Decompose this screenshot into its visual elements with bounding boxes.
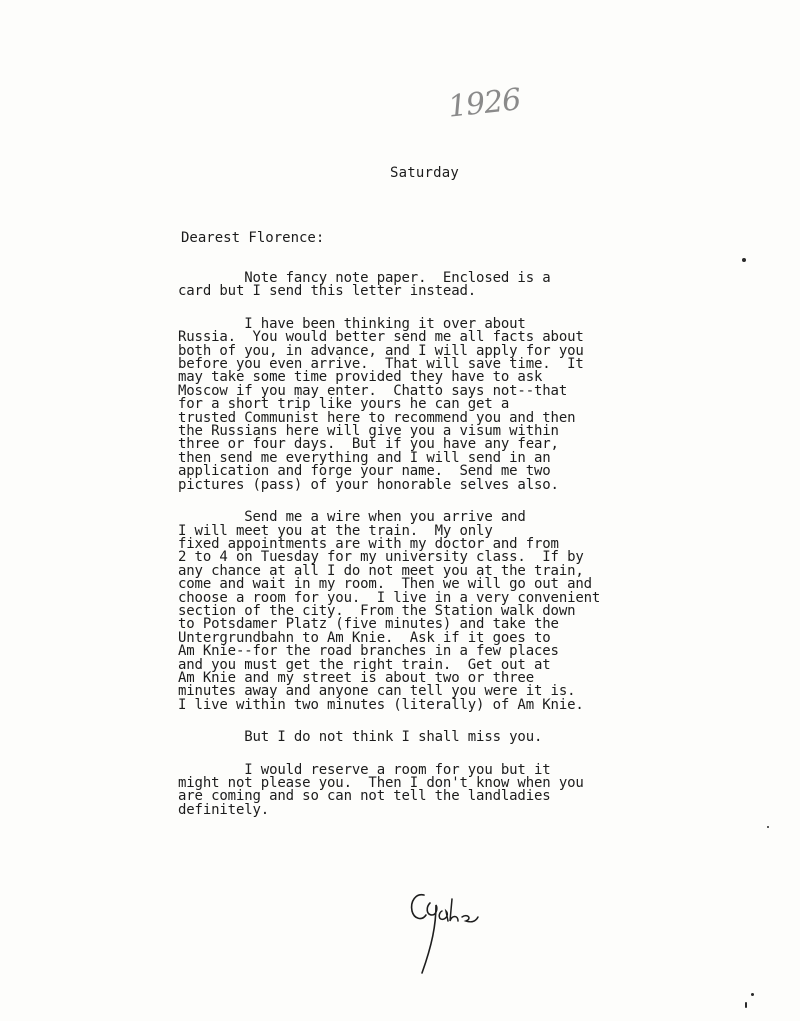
text-line: fixed appointments are with my doctor and from (178, 535, 559, 552)
salutation: Dearest Florence: (181, 230, 325, 246)
paper-speck (751, 993, 754, 996)
text-line: Moscow if you may enter. Chatto says not--that (178, 382, 568, 399)
text-line: and you must get the right train. Get out at (178, 656, 551, 673)
paper-speck (745, 1002, 747, 1008)
text-line: section of the city. From the Station walk down (178, 602, 576, 619)
text-line: choose a room for you. I live in a very convenient (178, 589, 601, 606)
text-line: minutes away and anyone can tell you were it is. (178, 683, 576, 700)
paragraph-1 (178, 272, 658, 299)
text-line: to Potsdamer Platz (five minutes) and take the (178, 616, 559, 633)
text-line: the Russians here will give you a visum within (178, 423, 559, 440)
text-line: I have been thinking it over about (178, 315, 526, 332)
text-line: Note fancy note paper. Enclosed is a (178, 270, 551, 286)
paragraph-4 (178, 731, 658, 744)
letter-body (178, 272, 658, 833)
paragraph-2 (178, 315, 658, 493)
paragraph-5 (178, 761, 658, 818)
text-line: both of you, in advance, and I will apply for you (178, 342, 584, 359)
text-line: Am Knie and my street is about two or three (178, 669, 534, 686)
handwritten-year: 1926 (446, 82, 522, 125)
paper-speck (767, 826, 769, 828)
text-line: I will meet you at the train. My only (178, 522, 493, 539)
paper-speck (742, 258, 746, 262)
text-line: Untergrundbahn to Am Knie. Ask if it goes to (178, 629, 551, 646)
text-line: three or four days. But if you have any fear, (178, 436, 559, 453)
text-line: are coming and so can not tell the landladies (178, 788, 551, 805)
text-line: Send me a wire when you arrive and (178, 509, 526, 526)
text-line: application and forge your name. Send me two (178, 463, 551, 480)
text-line: But I do not think I shall miss you. (178, 729, 543, 746)
paragraph-3 (178, 511, 658, 712)
text-line: Am Knie--for the road branches in a few places (178, 643, 559, 660)
text-line: I would reserve a room for you but it (178, 761, 551, 778)
handwritten-signature (402, 885, 492, 984)
text-line: then send me everything and I will send in an (178, 449, 551, 466)
letter-day: Saturday (390, 165, 460, 181)
text-line: before you even arrive. That will save time. It (178, 356, 584, 373)
text-line: come and wait in my room. Then we will go out and (178, 576, 592, 593)
text-line: pictures (pass) of your honorable selves also. (178, 476, 559, 493)
text-line: I live within two minutes (literally) of Am Knie. (178, 696, 584, 713)
text-line: may take some time provided they have to ask (178, 369, 543, 386)
text-line: 2 to 4 on Tuesday for my university class. If by (178, 549, 584, 566)
text-line: definitely. (178, 801, 270, 818)
signature-image (402, 885, 492, 980)
text-line: any chance at all I do not meet you at the train, (178, 562, 584, 579)
text-line: card but I send this letter instead. (178, 283, 477, 300)
text-line: for a short trip like yours he can get a (178, 396, 510, 413)
text-line: Russia. You would better send me all facts about (178, 329, 584, 346)
text-line: might not please you. Then I don't know when you (178, 775, 584, 791)
text-line: trusted Communist here to recommend you and then (178, 409, 576, 426)
